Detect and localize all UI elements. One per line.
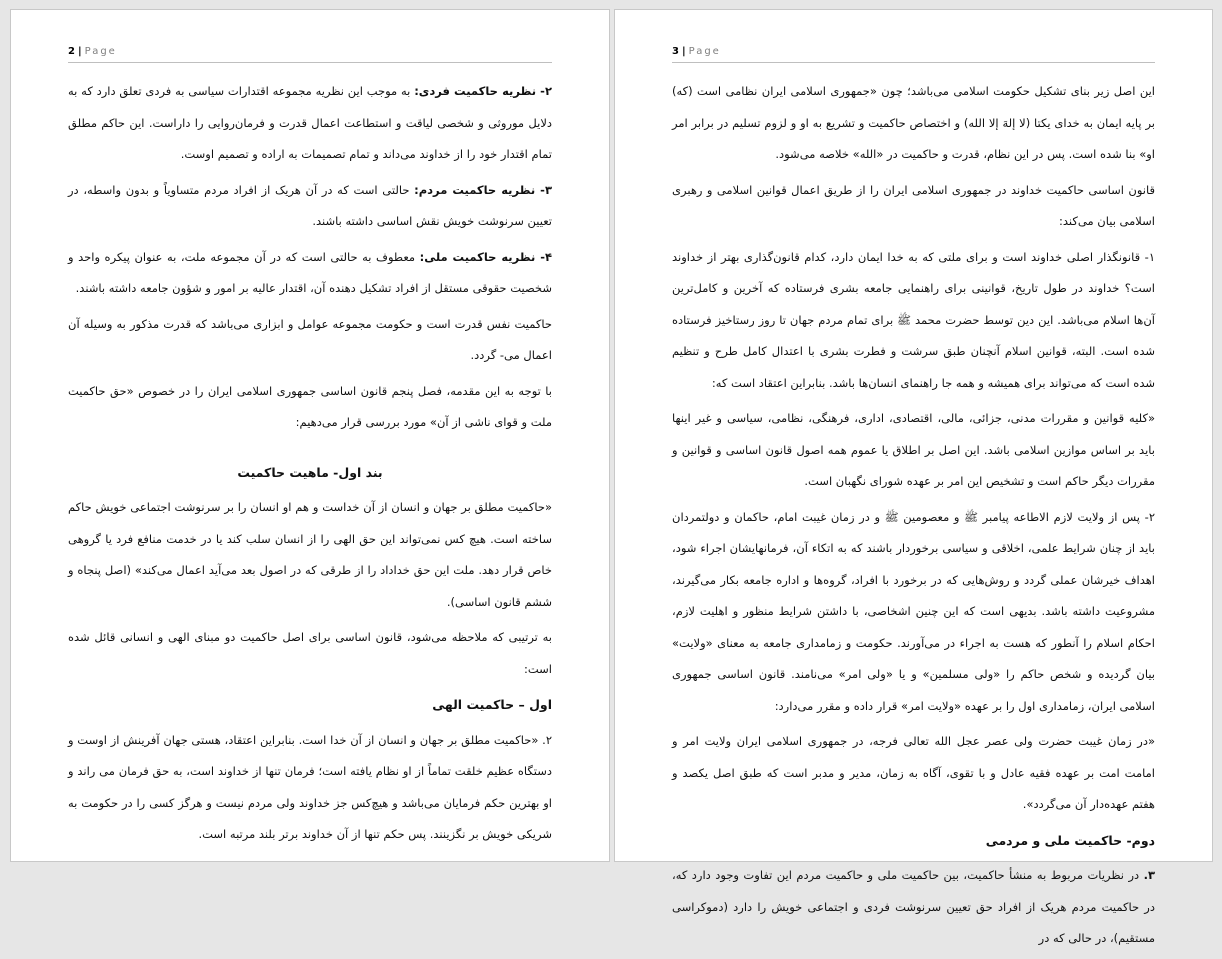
section-heading: دوم- حاکمیت ملی و مردمی bbox=[985, 832, 1155, 848]
paragraph-text: در نظریات مربوط به منشأ حاکمیت، بین حاکمیت ملی و حاکمیت مردم این تفاوت وجود دارد که، در حاکمیت مردم هریک از افراد حق تعیین سرنوشت فردی و اجتماعی خویش را دارد (دموکراسی مستقیم)، در حالی که در bbox=[672, 868, 1155, 945]
paragraph: ۲- پس از ولایت لازم الاطاعه پیامبر ﷺ و معصومین ﷺ و در زمان غیبت امام، حاکمان و دولتمردان باید از چنان شرایط علمی، اخلاقی و سیاسی برخوردار باشند که به اتکاء آن، فرمانهایشان اجراء شود، اهداف خیرشان عملی گردد و روش‌هایی که در برخورد با افراد، گروه‌ها و اداره جامعه بکار می‌گیرند، مشروعیت داشته باشد. بدیهی است که این چنین اشخاصی، با داشتن شرایط منظور و اهلیت لازم، احکام اسلام را آنطور که هست به اجراء در می‌آورند. حکومت و زمامداری جامعه به معنای «ولایت» بیان گردیده و شخص حاکم را «ولی مسلمین» و یا «ولی امر» می‌نامند. قانون اساسی جمهوری اسلامی ایران، زمامداری اول را بر عهده «ولایت امر» قرار داده و مقرر می‌دارد: bbox=[672, 509, 1155, 713]
page-body bbox=[672, 76, 1155, 959]
paragraph: «حاکمیت مطلق بر جهان و انسان از آن خداست و هم او انسان را بر سرنوشت اجتماعی خویش حاکم ساخته است. هیچ کس نمی‌تواند این حق الهی را از انسان سلب کند یا در خدمت منافع فرد یا گروهی خاص قرار دهد. ملت این حق خداداد را از طرقی که در اصول بعد می‌آید اعمال می‌کند» (اصل پنجاه و ششم قانون اساسی). bbox=[68, 500, 552, 609]
page-number: 3 bbox=[672, 46, 679, 57]
document-page-3 bbox=[614, 9, 1213, 945]
page-number: 2 bbox=[68, 46, 75, 57]
paragraph bbox=[68, 76, 552, 171]
header-separator: | bbox=[77, 46, 82, 57]
page-label: Page bbox=[688, 46, 721, 57]
section-heading: بند اول- ماهیت حاکمیت bbox=[237, 464, 383, 480]
document-page-2 bbox=[10, 9, 610, 862]
paragraph bbox=[68, 175, 552, 238]
paragraph bbox=[672, 860, 1155, 955]
paragraph: حاکمیت نفس قدرت است و حکومت مجموعه عوامل و ابزاری می‌باشد که قدرت مذکور به وسیله آن اعمال می- گردد. bbox=[68, 316, 552, 362]
paragraph-lead: ۳- نظریه حاکمیت مردم: bbox=[414, 182, 552, 197]
paragraph: این اصل زیر بنای تشکیل حکومت اسلامی می‌باشد؛ چون «جمهوری اسلامی ایران نظامی است (که) بر پایه ایمان به خدای یکتا (لا إلهَ إلا الله) و اختصاص حاکمیت و تشریع به او و لزوم تسلیم در برابر امر او» بنا شده است. پس در این نظام، قدرت و حاکمیت در «الله» خلاصه می‌شود. bbox=[672, 84, 1155, 161]
page-header bbox=[672, 46, 1155, 63]
paragraph bbox=[68, 242, 552, 305]
paragraph-text: به موجب این نظریه مجموعه اقتدارات سیاسی به فردی تعلق دارد که به دلایل موروثی و شخصی لیاقت و استطاعت اعمال قدرت و فرمان‌روایی را داراست. این حاکم مطلق تمام اقتدار خود را از خداوند می‌داند و تمام تصمیمات به اراده و تصمیم اوست. bbox=[68, 84, 552, 161]
paragraph: ۱- قانونگذار اصلی خداوند است و برای ملتی که به خدا ایمان دارد، کدام قانون‌گذاری بهتر از خداوند است؟ خداوند در طول تاریخ، قوانینی برای راهنمایی جامعه بشری فرستاده که آخرین و کامل‌ترین آن‌ها اسلام می‌باشد. این دین توسط حضرت محمد ﷺ برای تمام مردم جهان تا روز رستاخیز فرستاده شده است. البته، قوانین اسلام آنچنان طبق سرشت و فطرت بشری با اعتدال کامل طرح و تنظیم شده است که می‌تواند برای همیشه و همه جا راهنمای انسان‌ها باشد. بنابراین اعتقاد است که: bbox=[672, 249, 1155, 390]
page-header bbox=[68, 46, 552, 63]
page-label: Page bbox=[84, 46, 117, 57]
section-heading: اول – حاکمیت الهی bbox=[432, 697, 552, 712]
paragraph: «در زمان غیبت حضرت ولی عصر عجل الله تعالی فرجه، در جمهوری اسلامی ایران ولایت امر و امامت امت بر عهده فقیه عادل و با تقوی، آگاه به زمان، مدیر و مدبر است که طبق اصل یکصد و هفتم عهده‌دار آن می‌گردد». bbox=[672, 734, 1155, 811]
header-separator: | bbox=[681, 46, 686, 57]
paragraph: قانون اساسی حاکمیت خداوند در جمهوری اسلامی ایران را از طریق اعمال قوانین اسلامی و رهبری اسلامی بیان می‌کند: bbox=[672, 182, 1155, 228]
paragraph: با توجه به این مقدمه، فصل پنجم قانون اساسی جمهوری اسلامی ایران را در خصوص «حق حاکمیت ملت و قوای ناشی از آن» مورد بررسی قرار می‌دهیم: bbox=[68, 383, 552, 429]
paragraph: «کلیه قوانین و مقررات مدنی، جزائی، مالی، اقتصادی، اداری، فرهنگی، نظامی، سیاسی و غیر اینها باید بر اساس موازین اسلامی باشد. این اصل بر اطلاق یا عموم همه اصول قانون اساسی و قوانین و مقررات دیگر حاکم است و تشخیص این امر بر عهده شورای نگهبان است. bbox=[672, 411, 1155, 488]
paragraph: ۲. «حاکمیت مطلق بر جهان و انسان از آن خدا است. بنابراین اعتقاد، هستی جهان آفرینش از اوست و دستگاه عظیم خلقت تماماً از او نظام یافته است؛ فرمان تنها از خداوند است، به حق فرمان می راند و او بهترین حکم فرمایان می‌باشد و هیچ‌کس جز خداوند ولی مردم نیست و هرگز کسی را در حکومت به شریکی خویش بر نگزینند. پس حکم تنها از آن خداوند برتر بلند مرتبه است. bbox=[68, 732, 552, 841]
paragraph-text: معطوف به حالتی است که در آن مجموعه ملت، به عنوان پیکره واحد و شخصیت حقوقی مستقل از افراد تشکیل دهنده آن، اقتدار عالیه بر امور و شؤون جامعه داشته باشند. bbox=[68, 249, 552, 295]
paragraph-lead: ۴- نظریه حاکمیت ملی: bbox=[419, 249, 552, 264]
page-body bbox=[68, 76, 552, 855]
paragraph-lead: ۳. bbox=[1143, 868, 1155, 882]
paragraph-lead: ۲- نظریه حاکمیت فردی: bbox=[414, 84, 552, 98]
paragraph-text: حالتی است که در آن هریک از افراد مردم متساویاً و بدون واسطه، در تعیین سرنوشت خویش نقش اساسی داشته باشند. bbox=[68, 182, 552, 228]
paragraph: به ترتیبی که ملاحظه می‌شود، قانون اساسی برای اصل حاکمیت دو مبنای الهی و انسانی قائل شده است: bbox=[68, 630, 552, 676]
